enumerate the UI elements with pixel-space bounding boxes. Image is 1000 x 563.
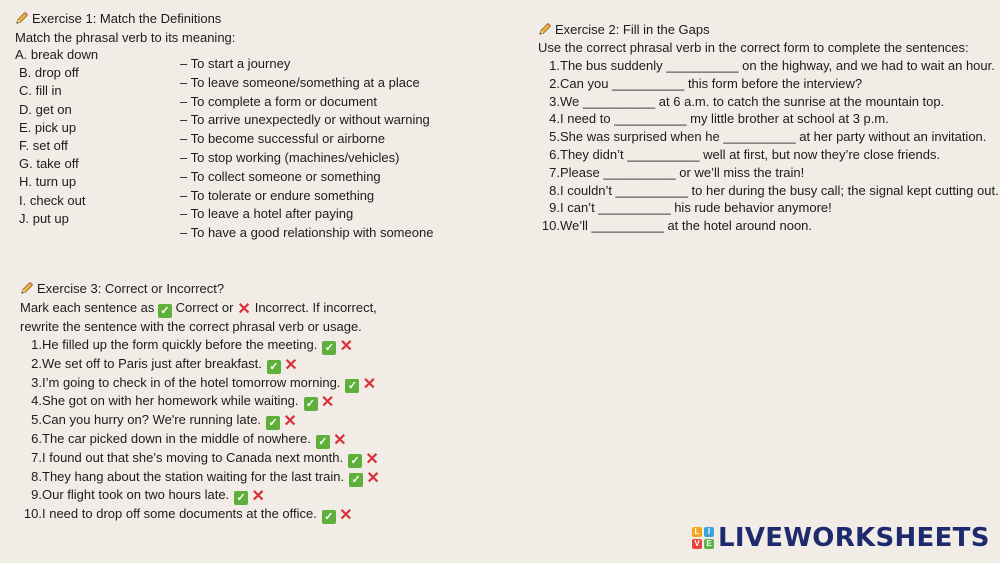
sentence-text: They hang about the station waiting for the last train. xyxy=(42,468,345,484)
item-number: 5. xyxy=(31,412,42,428)
definition-item[interactable]: – To leave someone/something at a place xyxy=(180,74,420,90)
logo-letter: I xyxy=(704,527,714,537)
sentence-text: Can you hurry on? We're running late. xyxy=(42,412,262,428)
judgement-sentence xyxy=(20,374,376,393)
item-number: 2. xyxy=(31,355,42,371)
incorrect-cross-button[interactable]: ✕ xyxy=(333,432,347,449)
exercise3-instruction xyxy=(20,299,377,318)
sentence-text: She got on with her homework while waiting. xyxy=(42,393,299,409)
logo-text: LIVEWORKSHEETS xyxy=(718,523,990,553)
sentence-text: Our flight took on two hours late. xyxy=(42,487,230,503)
sentence-text: I’m going to check in of the hotel tomorrow morning. xyxy=(42,374,341,390)
verb-item[interactable]: J. put up xyxy=(19,210,69,226)
verb-item[interactable]: A. break down xyxy=(15,47,99,62)
verb-item[interactable]: H. turn up xyxy=(19,174,77,190)
item-number: 3. xyxy=(549,93,560,109)
definition-item[interactable]: – To tolerate or endure something xyxy=(180,187,375,203)
definition-item[interactable]: – To arrive unexpectedly or without warning xyxy=(180,112,430,128)
incorrect-cross-button[interactable]: ✕ xyxy=(366,469,380,487)
item-number: 3. xyxy=(31,374,42,390)
logo-letter: L xyxy=(692,527,702,537)
verb-item[interactable]: G. take off xyxy=(19,156,79,172)
judgement-sentence xyxy=(20,505,353,524)
correct-check-button[interactable]: ✓ xyxy=(345,379,359,393)
gap-sentence xyxy=(538,164,804,182)
sentence-text: I can’t __________ his rude behavior anymore! xyxy=(560,200,832,216)
gap-sentence xyxy=(538,199,832,217)
item-number: 10. xyxy=(23,506,42,522)
definition-item[interactable]: – To have a good relationship with someone xyxy=(180,225,434,241)
judgement-sentence xyxy=(20,355,298,374)
sentence-text: He filled up the form quickly before the meeting. xyxy=(42,337,318,352)
definition-item[interactable]: – To start a journey xyxy=(180,56,291,71)
exercise3-title-text: Exercise 3: Correct or Incorrect? xyxy=(37,281,225,296)
definition-item[interactable]: – To stop working (machines/vehicles) xyxy=(180,150,400,165)
item-number: 1. xyxy=(31,337,42,352)
gap-sentence xyxy=(538,128,986,146)
gap-sentence xyxy=(538,110,889,128)
pencil-icon xyxy=(15,11,29,25)
correct-check-button[interactable]: ✓ xyxy=(234,491,248,505)
correct-check-button[interactable]: ✓ xyxy=(266,416,280,430)
verb-item[interactable]: B. drop off xyxy=(19,65,79,81)
item-number: 9. xyxy=(549,200,560,216)
item-number: 4. xyxy=(549,111,560,127)
verb-item[interactable]: E. pick up xyxy=(19,119,77,135)
definition-item[interactable]: – To become successful or airborne xyxy=(180,131,385,147)
sentence-text: I found out that she’s moving to Canada next month. xyxy=(42,449,344,465)
gap-sentence xyxy=(538,57,995,75)
instruction-text-incorrect: Incorrect. If incorrect, xyxy=(254,300,377,315)
correct-check-button[interactable]: ✓ xyxy=(322,510,336,524)
item-number: 9. xyxy=(31,487,42,503)
item-number: 6. xyxy=(31,431,42,446)
exercise1-title xyxy=(15,10,221,28)
item-number: 1. xyxy=(549,58,560,73)
exercise2-instruction: Use the correct phrasal verb in the correct form to complete the sentences: xyxy=(538,40,969,55)
gap-sentence xyxy=(538,182,999,200)
incorrect-cross-button[interactable]: ✕ xyxy=(339,507,353,525)
gap-sentence xyxy=(538,146,940,164)
exercise2-title xyxy=(538,21,710,39)
item-number: 7. xyxy=(549,164,560,180)
correct-check-button[interactable]: ✓ xyxy=(348,454,362,468)
item-number: 7. xyxy=(31,449,42,465)
definition-item[interactable]: – To leave a hotel after paying xyxy=(180,206,354,222)
sentence-text: They didn’t __________ well at first, but now they’re close friends. xyxy=(560,147,941,162)
verb-item[interactable]: I. check out xyxy=(19,192,86,208)
sentence-text: We __________ at 6 a.m. to catch the sunrise at the mountain top. xyxy=(560,93,945,109)
liveworksheets-logo xyxy=(692,523,990,553)
incorrect-cross-button[interactable]: ✕ xyxy=(362,375,377,393)
item-number: 5. xyxy=(549,129,560,145)
sentence-text: I couldn’t __________ to her during the busy call; the signal kept cutting out. xyxy=(560,182,999,198)
logo-letter: E xyxy=(704,539,714,549)
judgement-sentence xyxy=(20,430,347,449)
judgement-sentence xyxy=(20,468,380,487)
exercise1-title-text: Exercise 1: Match the Definitions xyxy=(32,11,222,26)
verb-item[interactable]: F. set off xyxy=(19,138,68,153)
correct-check-button[interactable]: ✓ xyxy=(322,341,336,355)
exercise3-title xyxy=(20,280,224,298)
item-number: 8. xyxy=(31,468,42,484)
pencil-icon xyxy=(538,22,552,36)
definition-item[interactable]: – To collect someone or something xyxy=(180,168,381,184)
correct-check-button[interactable]: ✓ xyxy=(316,435,330,449)
instruction-text-a: Mark each sentence as xyxy=(20,300,155,315)
verb-item[interactable]: D. get on xyxy=(19,101,72,117)
sentence-text: Please __________ or we’ll miss the train! xyxy=(560,164,805,180)
gap-sentence xyxy=(538,75,862,93)
judgement-sentence xyxy=(20,449,379,468)
check-icon: ✓ xyxy=(158,304,172,318)
logo-mark-icon xyxy=(692,527,714,549)
item-number: 4. xyxy=(31,393,42,409)
incorrect-cross-button[interactable]: ✕ xyxy=(320,394,335,412)
incorrect-cross-button[interactable]: ✕ xyxy=(365,450,379,468)
sentence-text: The bus suddenly __________ on the highway, and we had to wait an hour. xyxy=(560,58,995,73)
sentence-text: I need to __________ my little brother at school at 3 p.m. xyxy=(560,111,889,127)
logo-letter: V xyxy=(692,539,702,549)
exercise1-instruction: Match the phrasal verb to its meaning: xyxy=(15,30,236,45)
exercise3-instruction-line2: rewrite the sentence with the correct phrasal verb or usage. xyxy=(20,319,362,334)
exercise2-title-text: Exercise 2: Fill in the Gaps xyxy=(555,22,710,37)
sentence-text: She was surprised when he __________ at her party without an invitation. xyxy=(560,129,987,145)
incorrect-cross-button[interactable]: ✕ xyxy=(251,488,265,506)
item-number: 6. xyxy=(549,147,560,162)
gap-sentence xyxy=(538,93,944,111)
verb-item[interactable]: C. fill in xyxy=(19,83,62,99)
correct-check-button[interactable]: ✓ xyxy=(304,397,318,411)
judgement-sentence xyxy=(20,411,297,430)
correct-check-button[interactable]: ✓ xyxy=(349,473,363,487)
gap-sentence xyxy=(538,217,812,235)
correct-check-button[interactable]: ✓ xyxy=(267,360,281,374)
item-number: 10. xyxy=(541,218,560,234)
instruction-text-correct: Correct or xyxy=(175,300,234,315)
incorrect-cross-button[interactable]: ✕ xyxy=(284,356,298,374)
sentence-text: We’ll __________ at the hotel around noon. xyxy=(560,218,813,234)
incorrect-cross-button[interactable]: ✕ xyxy=(283,413,297,431)
judgement-sentence xyxy=(20,392,335,411)
item-number: 8. xyxy=(549,182,560,198)
incorrect-cross-button[interactable]: ✕ xyxy=(339,338,354,355)
cross-icon: ✕ xyxy=(237,301,251,318)
sentence-text: I need to drop off some documents at the office. xyxy=(42,506,317,522)
sentence-text: The car picked down in the middle of nowhere. xyxy=(42,431,311,446)
item-number: 2. xyxy=(549,75,560,91)
sentence-text: Can you __________ this form before the interview? xyxy=(560,75,863,91)
judgement-sentence xyxy=(20,336,353,355)
pencil-icon xyxy=(20,281,34,295)
sentence-text: We set off to Paris just after breakfast. xyxy=(42,355,262,371)
judgement-sentence xyxy=(20,486,265,505)
definition-item[interactable]: – To complete a form or document xyxy=(180,93,378,109)
